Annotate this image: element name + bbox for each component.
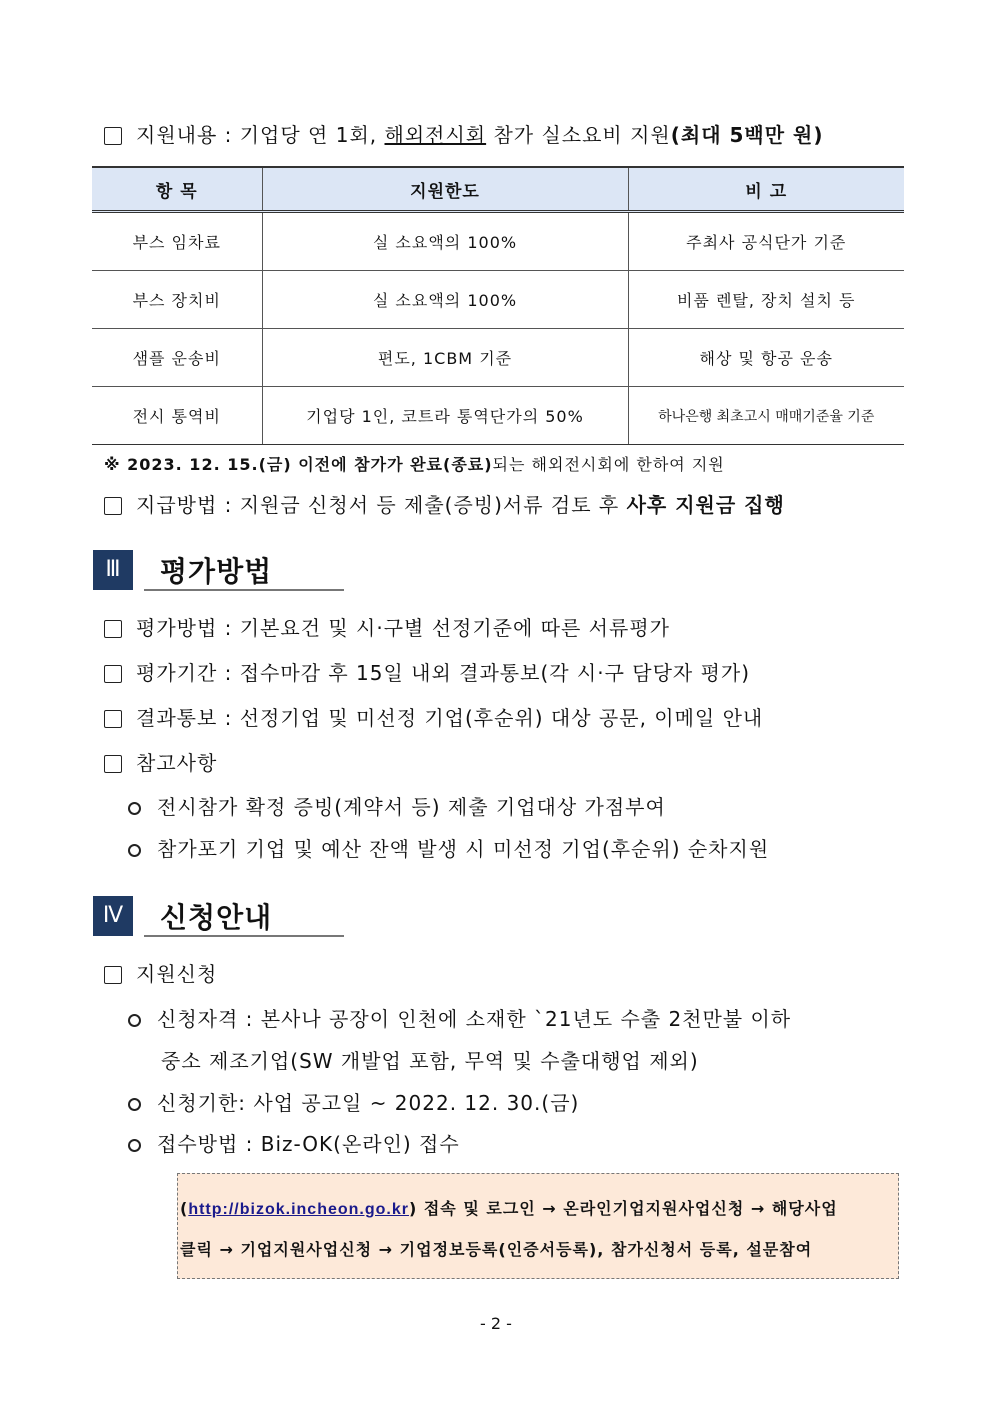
table-cell: 부스 임차료: [92, 212, 262, 271]
table-header-limit: 지원한도: [262, 167, 628, 212]
table-row: [92, 387, 904, 445]
list-item: [104, 958, 217, 987]
checkbox-icon: [104, 755, 122, 773]
list-item: [104, 702, 763, 731]
list-item: [128, 1003, 791, 1032]
table-header-item: 항 목: [92, 167, 262, 212]
support-content-line: [104, 119, 823, 148]
table-cell: 실 소요액의 100%: [262, 212, 628, 271]
list-item: [128, 1128, 460, 1157]
eval-period-text: 평가기간 : 접수마감 후 15일 내외 결과통보(각 시·구 담당자 평가): [136, 661, 751, 685]
support-content-rest: 참가 실소요비 지원: [486, 123, 671, 147]
bullet-circle-icon: [128, 1098, 141, 1111]
bullet-circle-icon: [128, 844, 141, 857]
reference-sub-text: 참가포기 기업 및 예산 잔액 발생 시 미선정 기업(후순위) 순차지원: [157, 837, 770, 861]
reference-text: 참고사항: [136, 751, 218, 775]
list-item: [128, 833, 769, 862]
table-cell: 비품 렌탈, 장치 설치 등: [628, 271, 904, 329]
bullet-circle-icon: [128, 1014, 141, 1027]
section-4-number: Ⅳ: [93, 896, 133, 936]
checkbox-icon: [104, 966, 122, 984]
table-header-row: [92, 167, 904, 212]
table-cell: 하나은행 최초고시 매매기준율 기준: [628, 387, 904, 445]
table-cell: 샘플 운송비: [92, 329, 262, 387]
eval-method-text: 평가방법 : 기본요건 및 시·구별 선정기준에 따른 서류평가: [136, 616, 670, 640]
checkbox-icon: [104, 710, 122, 728]
support-content-label: 지원내용 : 기업당 연 1회,: [136, 123, 385, 147]
guide-line-2: 클릭 → 기업지원사업신청 → 기업정보등록(인증서등록), 참가신청서 등록, 설문참여: [180, 1240, 813, 1259]
table-row: [92, 329, 904, 387]
table-cell: 기업당 1인, 코트라 통역단가의 50%: [262, 387, 628, 445]
section-4-title: 신청안내: [160, 901, 273, 934]
section-3-number: Ⅲ: [93, 550, 133, 590]
list-item: [104, 612, 670, 641]
checkbox-icon: [104, 620, 122, 638]
list-item: [104, 747, 217, 776]
table-cell: 편도, 1CBM 기준: [262, 329, 628, 387]
bizok-link[interactable]: http://bizok.incheon.go.kr: [188, 1201, 409, 1218]
list-item: [128, 1087, 579, 1116]
checkbox-icon: [104, 665, 122, 683]
application-guide-box: [177, 1173, 899, 1279]
deadline-text: 신청기한: 사업 공고일 ~ 2022. 12. 30.(금): [157, 1091, 580, 1115]
table-cell: 해상 및 항공 운송: [628, 329, 904, 387]
table-header-note: 비 고: [628, 167, 904, 212]
eligibility-continued: 중소 제조기업(SW 개발업 포함, 무역 및 수출대행업 제외): [161, 1049, 699, 1073]
section-4-underline: [144, 935, 344, 937]
support-content-max: (최대 5백만 원): [670, 123, 824, 147]
checkbox-icon: [104, 127, 122, 145]
payment-method-line: [104, 489, 785, 518]
payment-method-label: 지급방법 : 지원금 신청서 등 제출(증빙)서류 검토 후: [136, 493, 627, 517]
guide-line-1-rest: ) 접속 및 로그인 → 온라인기업지원사업신청 → 해당사업: [408, 1199, 838, 1218]
guide-line-1: (http://bizok.incheon.go.kr) 접속 및 로그인 → 온라인기업지원사업신청 → 해당사업: [180, 1199, 838, 1218]
list-item: [128, 791, 666, 820]
table-row: [92, 271, 904, 329]
submission-method-text: 접수방법 : Biz-OK(온라인) 접수: [157, 1132, 460, 1156]
deadline-note-bold: ※ 2023. 12. 15.(금) 이전에 참가가 완료(종료): [104, 455, 493, 474]
deadline-note: [104, 452, 725, 475]
section-3-title: 평가방법: [160, 555, 273, 588]
reference-sub-text: 전시참가 확정 증빙(계약서 등) 제출 기업대상 가점부여: [157, 795, 666, 819]
list-item: [104, 657, 750, 686]
eligibility-text: 신청자격 : 본사나 공장이 인천에 소재한 `21년도 수출 2천만불 이하: [157, 1007, 792, 1031]
table-row: [92, 212, 904, 271]
table-cell: 전시 통역비: [92, 387, 262, 445]
section-3-underline: [144, 589, 344, 591]
table-cell: 부스 장치비: [92, 271, 262, 329]
checkbox-icon: [104, 497, 122, 515]
bullet-circle-icon: [128, 802, 141, 815]
support-table: [92, 166, 904, 445]
result-notice-text: 결과통보 : 선정기업 및 미선정 기업(후순위) 대상 공문, 이메일 안내: [136, 706, 764, 730]
deadline-note-rest: 되는 해외전시회에 한하여 지원: [492, 455, 725, 474]
table-cell: 실 소요액의 100%: [262, 271, 628, 329]
table-cell: 주최사 공식단가 기준: [628, 212, 904, 271]
bullet-circle-icon: [128, 1139, 141, 1152]
page-number: - 2 -: [480, 1314, 512, 1333]
apply-text: 지원신청: [136, 962, 218, 986]
support-content-underlined: 해외전시회: [384, 123, 487, 147]
payment-method-bold: 사후 지원금 집행: [626, 493, 785, 517]
